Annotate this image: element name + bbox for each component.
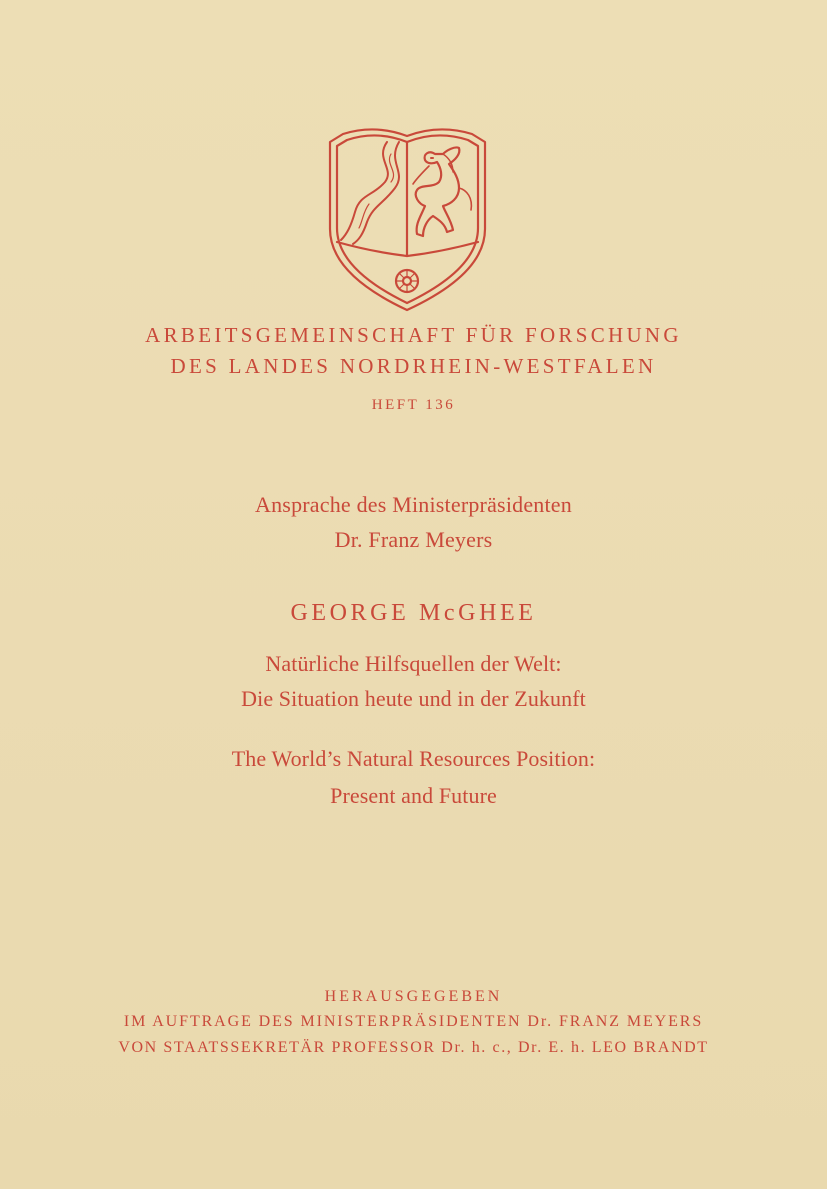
publisher-line-3: VON STAATSSEKRETÄR PROFESSOR Dr. h. c., Dr. E. h. LEO BRANDT — [118, 1039, 709, 1056]
institution-name-line-2: DES LANDES NORDRHEIN-WESTFALEN — [170, 354, 657, 378]
english-title-line-2: Present and Future — [330, 783, 497, 808]
english-title-line-1: The World’s Natural Resources Position: — [231, 746, 596, 771]
speech-title-line-2: Dr. Franz Meyers — [334, 527, 493, 552]
german-title-line-2: Die Situation heute und in der Zukunft — [241, 686, 586, 711]
institution-name-line-1: ARBEITSGEMEINSCHAFT FÜR FORSCHUNG — [145, 323, 682, 347]
speech-title-line-1: Ansprache des Ministerpräsidenten — [255, 492, 572, 517]
author-name: GEORGE McGHEE — [290, 600, 537, 626]
german-title-line-1: Natürliche Hilfsquellen der Welt: — [265, 651, 562, 676]
publisher-line-1: HERAUSGEGEBEN — [324, 988, 503, 1005]
issue-number: HEFT 136 — [371, 397, 456, 413]
nrw-coat-of-arms-icon — [325, 124, 490, 314]
publisher-line-2: IM AUFTRAGE DES MINISTERPRÄSIDENTEN Dr. FRANZ MEYERS — [123, 1013, 704, 1030]
